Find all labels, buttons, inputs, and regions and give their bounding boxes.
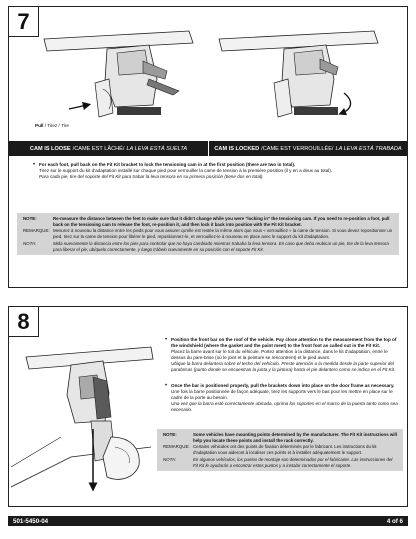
pull-label: Pull / Tirez / Tire	[35, 123, 69, 128]
bullet-dot: •	[165, 337, 168, 343]
cam-loose-illustration	[39, 9, 199, 139]
caption-cam-loose: CAM IS LOOSE / CAME EST LÂCHÉ / LA LEVA ESTÁ SUELTA	[9, 141, 208, 156]
front-bar-install-illustration	[11, 337, 156, 505]
step8-note: NOTE: Some vehicles have mounting points determined by the manufacturer. The Fit Kit instructions will help you locate these points and install the rack correctly. REMARQUE: Certains véhicules ont des points de fixation déterminés par le fabricant. Les instructions du kit d'adaptation vous aideront à localiser ces points et à installer adéquatement le support. NOTA: En algunos vehículos, los puntos de montaje son determinados por el fabricante. Las instrucciones del Fit Kit le ayudarán a encontrar estos puntos y a instalar correctamente el soporte.	[157, 429, 403, 471]
step-7-panel	[8, 6, 408, 288]
step-number: 7	[9, 7, 39, 37]
step8-bullet-brackets: • Once the bar is positioned properly, pull the brackets down into place on the door frame as necessary. Une fois la barre positionnée de façon adéquate, tirez les supports vers le bas pour les mettre en place sur le cadre de la porte au besoin. Una vez que la barra esté correctamente ubicada, oprima los soportes en el marco de la puerta tanto como sea necesario.	[165, 383, 398, 412]
step7-note: NOTE: Re-measure the distance between the feet to make sure that it didn't change while you were "locking in" the tensioning cam. If you need to re-position a foot, pull back on the tensioning cam to release the foot, re-position it, and then lock it back into position with the Fit Kit bracket. REMARQUE: Mesurez à nouveau la distance entre les pieds pour vous assurer qu'elle est restée la même alors que vous « verrouilliez » la came de tension. Si vous devez repositionner un pied, tirez sur la came de tension pour libérer le pied, repositionnez-le, et verrouillez-le à nouveau en place avec le support du kit d'adaptation. NOTA: Mida nuevamente la distancia entre los pies para controlar que no haya cambiado mientras trababa la leva tensora. En caso que deba reubicar un pie, tire de la leva tensora para liberar el pie, ubíquelo correctamente, y luego trábelo nuevamente en su posición con el soporte Fit Kit.	[17, 213, 399, 255]
step-number: 8	[9, 307, 39, 337]
bullet-dot: •	[33, 162, 36, 168]
step8-bullet-position: • Position the front bar on the roof of the vehicle. Pay close attention to the measurement from the top of the windshield (where the gasket and the paint meet) to the front foot as called out in the Fit Kit. Placez la barre avant sur le toit du véhicule. Portez attention à la distance, dans le kit d'adaptation, entre le dessus du pare-brise (où le joint et la peinture se rencontrent) et le pied avant. Ubique la barra delantera sobre el techo del vehículo. Preste atención a la medida desde la parte superior del parabrisas (punto donde se encuentran la junta y la pintura) hasta el pie delantero como se indica en el Fit Kit.	[165, 337, 397, 372]
page-number: 4 of 6	[386, 517, 403, 525]
step-8-panel	[8, 306, 408, 507]
caption-cam-locked: CAM IS LOCKED / CAME EST VERROUILLÉE / LA LEVA ESTÁ TRABADA	[209, 141, 407, 156]
cam-locked-illustration	[214, 9, 384, 139]
bullet-dot: •	[165, 383, 168, 389]
step7-bullet: • For each foot, pull back on the Fit Kit bracket to lock the tensioning cam in at the first position (there are two in total). Tirez sur le support du kit d'adaptation installé sur chaque pied pour verrouiller la came de tension à la première position (il y en a deux au total). Para cada pie, tire del soporte del Fit Kit para trabar la leva tensora en su primera posición (tiene dos en total).	[33, 162, 333, 179]
page-footer	[8, 516, 408, 526]
document-number: 501-5450-04	[13, 517, 49, 525]
